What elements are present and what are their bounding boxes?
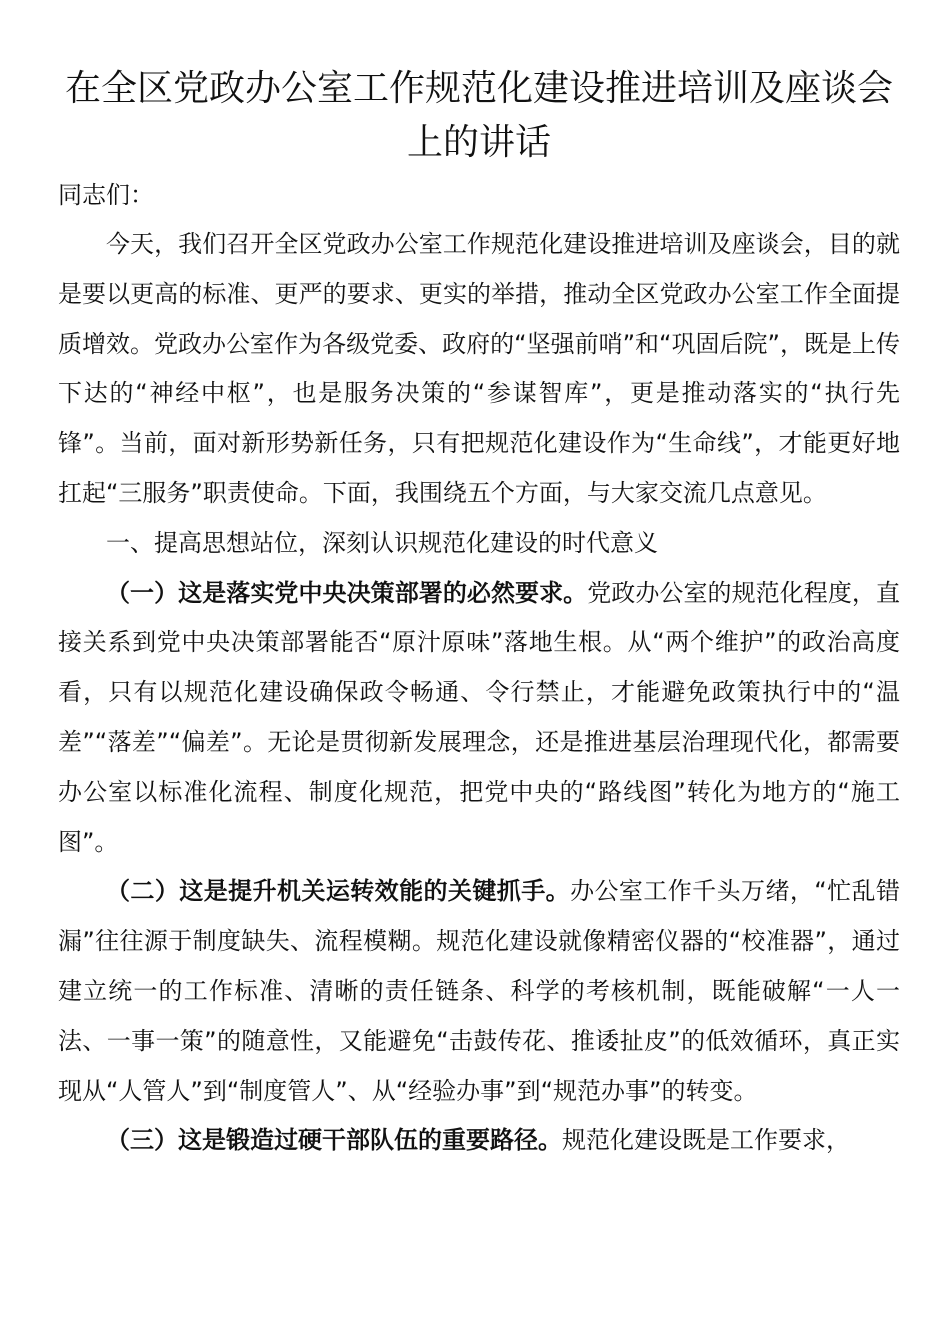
item-paragraph-1 <box>58 569 900 868</box>
item-lead-3: （三）这是锻造过硬干部队伍的重要路径。 <box>106 1126 562 1155</box>
item-body-2: 办公室工作千头万绪，“忙乱错漏”往往源于制度缺失、流程模糊。规范化建设就像精密仪器的“校准器”，通过建立统一的工作标准、清晰的责任链条、科学的考核机制，既能破解“一人一法、一事一策”的随意性，又能避免“击鼓传花、推诿扯皮”的低效循环，真正实现从“人管人”到“制度管人”、从“经验办事”到“规范办事”的转变。 <box>58 877 901 1105</box>
intro-paragraph: 今天，我们召开全区党政办公室工作规范化建设推进培训及座谈会，目的就是要以更高的标准、更严的要求、更实的举措，推动全区党政办公室工作全面提质增效。党政办公室作为各级党委、政府的“坚强前哨”和“巩固后院”，既是上传下达的“神经中枢”，也是服务决策的“参谋智库”，更是推动落实的“执行先锋”。当前，面对新形势新任务，只有把规范化建设作为“生命线”，才能更好地扛起“三服务”职责使命。下面，我围绕五个方面，与大家交流几点意见。 <box>58 230 900 507</box>
item-body-3: 规范化建设既是工作要求， <box>562 1126 850 1155</box>
section-heading-1: 一、提高思想站位，深刻认识规范化建设的时代意义 <box>106 528 658 557</box>
item-lead-1: （一）这是落实党中央决策部署的必然要求。 <box>106 578 588 607</box>
item-lead-2: （二）这是提升机关运转效能的关键抓手。 <box>106 877 571 906</box>
item-paragraph-2 <box>58 867 900 1116</box>
document-title: 在全区党政办公室工作规范化建设推进培训及座谈会上的讲话 <box>64 68 893 163</box>
item-paragraph-3 <box>58 1116 900 1166</box>
item-body-1: 党政办公室的规范化程度，直接关系到党中央决策部署能否“原汁原味”落地生根。从“两个维护”的政治高度看，只有以规范化建设确保政令畅通、令行禁止，才能避免政策执行中的“温差”“落差”“偏差”。无论是贯彻新发展理念，还是推进基层治理现代化，都需要办公室以标准化流程、制度化规范，把党中央的“路线图”转化为地方的“施工图”。 <box>58 578 900 856</box>
document-page <box>58 62 900 1166</box>
salutation: 同志们： <box>58 181 154 209</box>
